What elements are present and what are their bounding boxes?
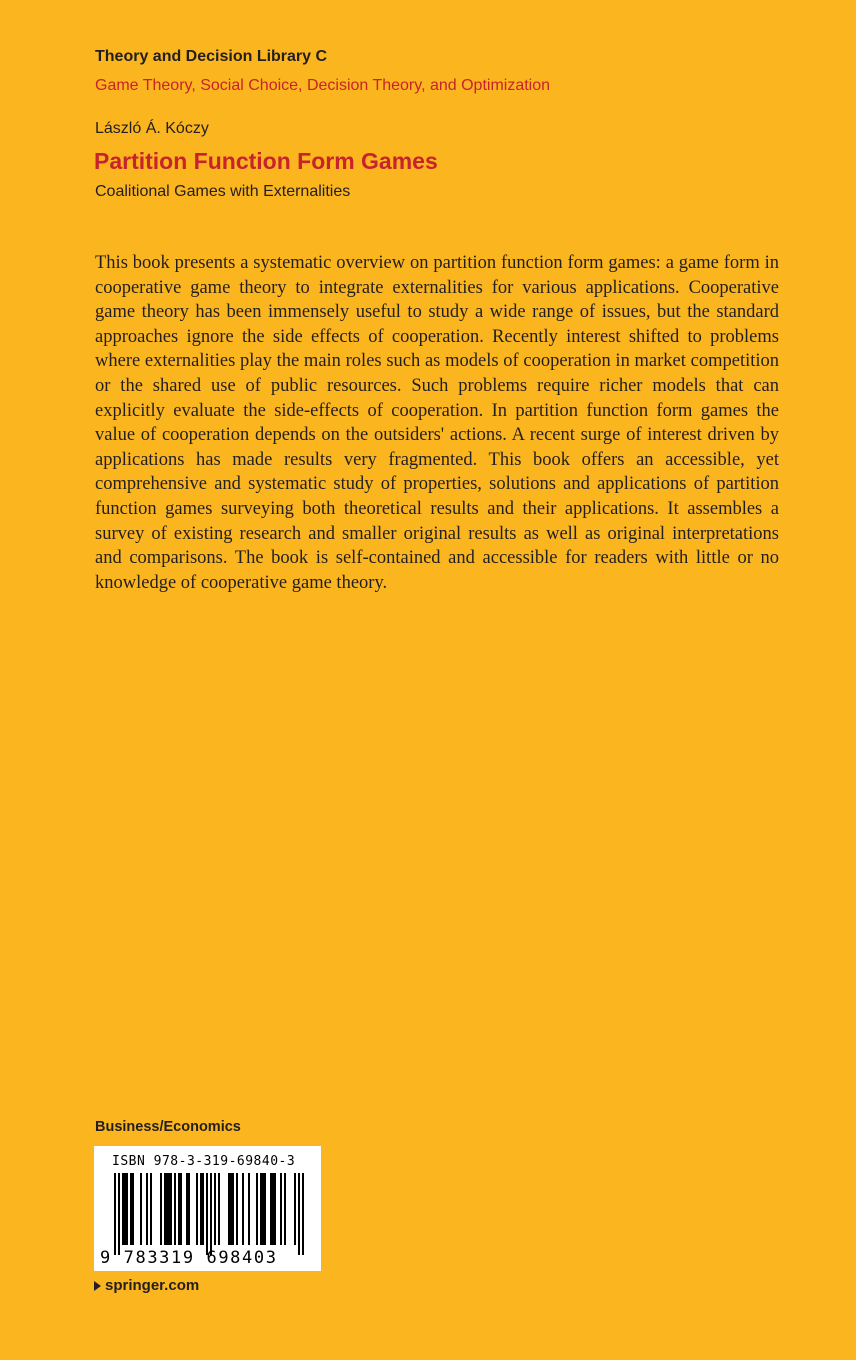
barcode-bar xyxy=(284,1173,286,1245)
book-description: This book presents a systematic overview on partition function form games: a game form in cooperative game theory to integrate externalities for various applications. Cooperative game theory has been immensely useful to study a wide range of issues, but the standard approaches ignore the side effects of cooperation. Recently interest shifted to problems where externalities play the main roles such as models of cooperation in market competition or the shared use of public resources. Such problems require richer models that can explicitly evaluate the side-effects of cooperation. In partition function form games the value of cooperation depends on the outsiders' actions. A recent surge of interest driven by applications has made results very fragmented. This book offers an accessible, yet comprehensive and systematic study of properties, solutions and applications of partition function games surveying both theoretical results and their applications. It assembles a survey of existing research and smaller original results as well as original interpretations and comparisons. The book is self-contained and accessible for readers with little or no knowledge of cooperative game theory. xyxy=(95,253,779,593)
barcode-bar xyxy=(146,1173,148,1245)
book-subtitle: Coalitional Games with Externalities xyxy=(95,183,351,200)
barcode-guard-bar xyxy=(206,1173,208,1255)
book-title: Partition Function Form Games xyxy=(94,148,438,174)
series-title: Theory and Decision Library C xyxy=(95,48,328,65)
barcode-bar xyxy=(150,1173,152,1245)
barcode-bar xyxy=(248,1173,250,1245)
barcode-bar xyxy=(178,1173,182,1245)
arrow-right-icon xyxy=(94,1281,101,1291)
barcode-bar xyxy=(294,1173,296,1245)
barcode-bar xyxy=(242,1173,244,1245)
series-subtitle: Game Theory, Social Choice, Decision Theory, and Optimization xyxy=(95,77,551,94)
ean-digits: 9 783319 698403 xyxy=(100,1248,278,1268)
barcode-bar xyxy=(196,1173,198,1245)
barcode-bar xyxy=(228,1173,234,1245)
barcode-bar xyxy=(200,1173,204,1245)
barcode-bar xyxy=(130,1173,134,1245)
barcode-bar xyxy=(164,1173,172,1245)
barcode-bar xyxy=(256,1173,258,1245)
barcode-bar xyxy=(160,1173,162,1245)
barcode-bar xyxy=(270,1173,276,1245)
barcode-bar xyxy=(140,1173,142,1245)
barcode-bar xyxy=(280,1173,282,1245)
barcode-bar xyxy=(186,1173,190,1245)
isbn-label: ISBN 978-3-319-69840-3 xyxy=(112,1154,296,1169)
barcode-guard-bar xyxy=(210,1173,212,1255)
author-name: László Á. Kóczy xyxy=(95,120,209,137)
barcode-guard-bar xyxy=(302,1173,304,1255)
isbn-barcode xyxy=(94,1146,321,1271)
website-label: springer.com xyxy=(105,1277,200,1294)
barcode-bar xyxy=(236,1173,238,1245)
publisher-website[interactable] xyxy=(94,1277,199,1294)
barcode-guard-bar xyxy=(114,1173,116,1255)
barcode-bar xyxy=(214,1173,216,1245)
category-label: Business/Economics xyxy=(95,1119,241,1135)
barcode-bar xyxy=(218,1173,220,1245)
barcode-guard-bar xyxy=(118,1173,120,1255)
barcode-bar xyxy=(260,1173,266,1245)
barcode-guard-bar xyxy=(298,1173,300,1255)
barcode-bar xyxy=(122,1173,128,1245)
barcode-bar xyxy=(174,1173,176,1245)
